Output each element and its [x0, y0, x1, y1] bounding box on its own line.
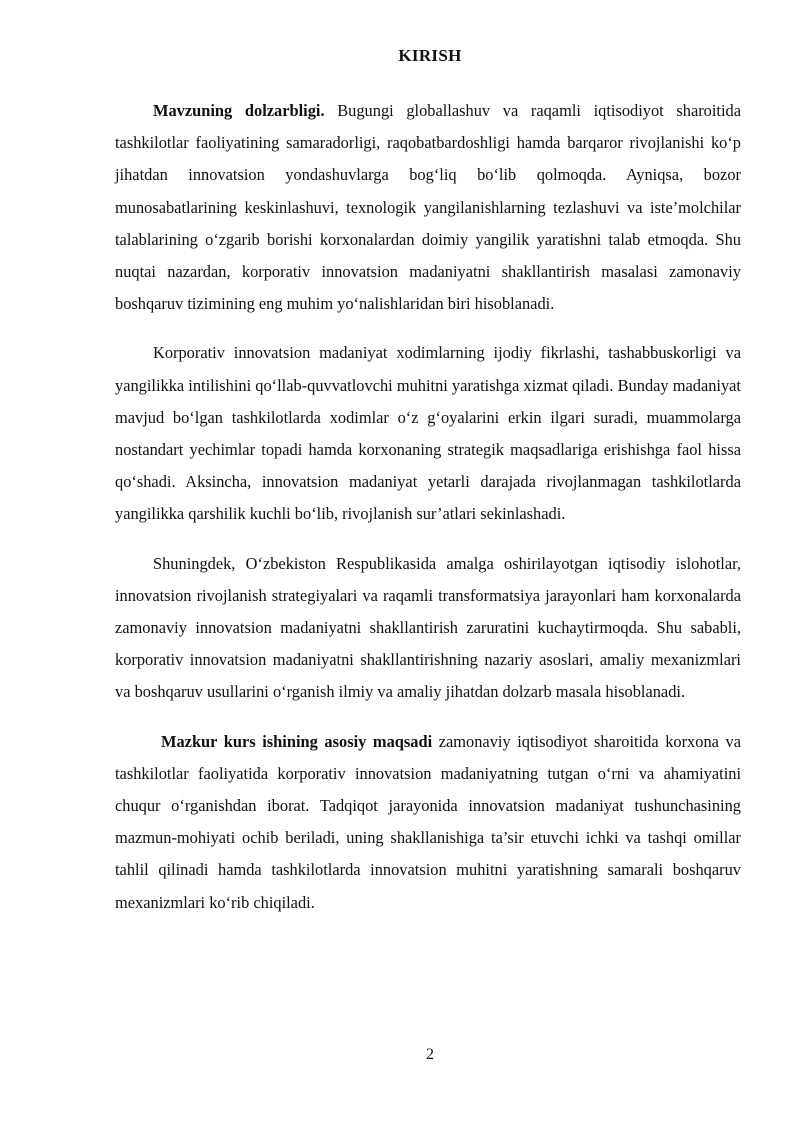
paragraph-lead-goal: Mazkur kurs ishining asosiy maqsadi — [161, 731, 433, 751]
paragraph-text-goal: zamonaviy iqtisodiyot sharoitida korxona va tashkilotlar faoliyatida korporativ innovatsion madaniyatning tutgan o‘rni va ahamiyatini chuqur o‘rganishdan iborat. Tadqiqot jarayonida innovatsion madaniyat tushunchasining mazmun-mohiyati ochib beriladi, uning shakllanishiga ta’sir etuvchi ichki va tashqi omillar tahlil qilinadi hamda tashkilotlarda innovatsion muhitni yaratishning samarali boshqaruv mexanizmlari ko‘rib chiqiladi. — [115, 731, 741, 912]
page-title: KIRISH — [398, 46, 462, 65]
paragraph-goal — [115, 726, 741, 919]
paragraph-text-relevance: Bugungi globallashuv va raqamli iqtisodiyot sharoitida tashkilotlar faoliyatining samaradorligi, raqobatbardoshligi hamda barqaror rivojlanishi ko‘p jihatdan innovatsion yondashuvlarga bog‘liq bo‘lib qolmoqda. Ayniqsa, bozor munosabatlarining keskinlashuvi, texnologik yangilanishlarning tezlashuvi va iste’molchilar talablarining o‘zgarib borishi korxonalardan doimiy yangilik yaratishni talab etmoqda. Shu nuqtai nazardan, korporativ innovatsion madaniyatni shakllantirish masalasi zamonaviy boshqaruv tizimining eng muhim yo‘nalishlaridan biri hisoblanadi. — [115, 101, 741, 314]
paragraph-text-innovation-culture: Korporativ innovatsion madaniyat xodimlarning ijodiy fikrlashi, tashabbuskorligi va yangilikka intilishini qo‘llab-quvvatlovchi muhitni yaratishga xizmat qiladi. Bunday madaniyat mavjud bo‘lgan tashkilotlarda xodimlar o‘z g‘oyalarini erkin ilgari suradi, muammolarga nostandart yechimlar topadi hamda korxonaning strategik maqsadlariga erishishga faol hissa qo‘shadi. Aksincha, innovatsion madaniyat yetarli darajada rivojlanmagan tashkilotlarda yangilikka qarshilik kuchli bo‘lib, rivojlanish sur’atlari sekinlashadi. — [115, 343, 741, 524]
paragraph-innovation-culture — [115, 337, 741, 530]
paragraph-reforms — [115, 548, 741, 709]
page-number: 2 — [426, 1046, 434, 1063]
paragraph-text-reforms: Shuningdek, O‘zbekiston Respublikasida amalga oshirilayotgan iqtisodiy islohotlar, innovatsion rivojlanish strategiyalari va raqamli transformatsiya jarayonlari ham korxonalarda zamonaviy innovatsion madaniyatni shakllantirish zaruratini kuchaytirmoqda. Shu sababli, korporativ innovatsion madaniyatni shakllantirishning nazariy asoslari, amaliy mexanizmlari va boshqaruv usullarini o‘rganish ilmiy va amaliy jihatdan dolzarb masala hisoblanadi. — [115, 553, 741, 702]
paragraph-lead-relevance: Mavzuning dolzarbligi. — [153, 101, 325, 120]
paragraph-relevance — [115, 95, 741, 320]
document-body — [115, 95, 741, 936]
